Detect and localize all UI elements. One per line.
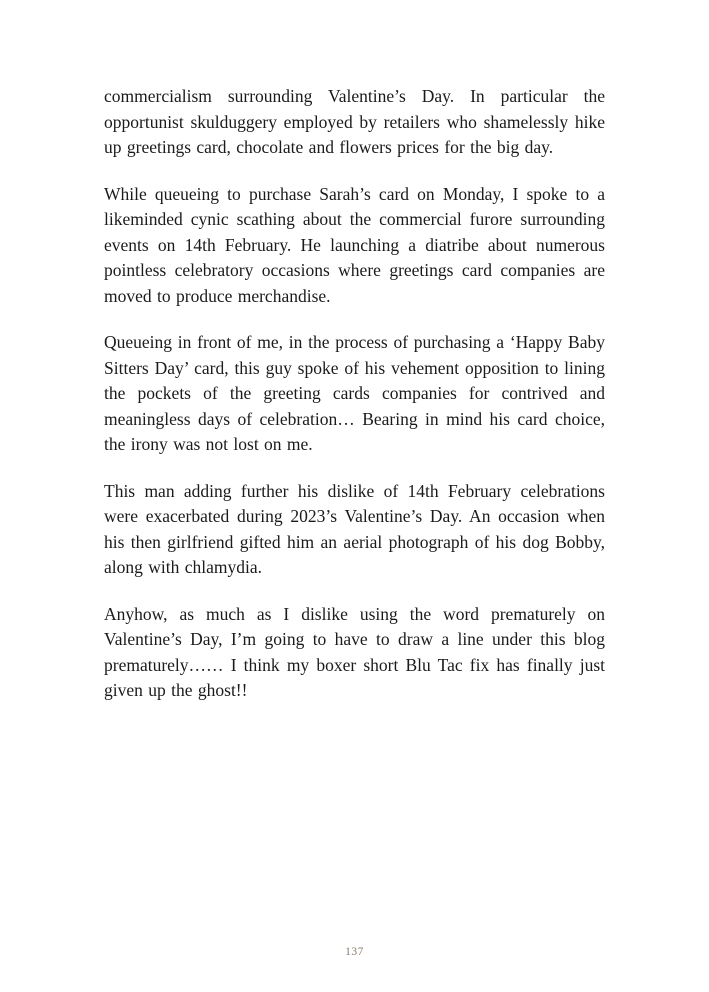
page-body-text (104, 84, 605, 704)
paragraph: This man adding further his dislike of 14th February celebrations were exacerbated during 2023’s Valentine’s Day. An occasion when his then girlfriend gifted him an aerial photograph of his dog Bobby, along with chlamydia. (104, 480, 605, 577)
paragraph: commercialism surrounding Valentine’s Day. In particular the opportunist skulduggery employed by retailers who shamelessly hike up greetings card, chocolate and flowers prices for the big day. (104, 86, 605, 157)
paragraph: Queueing in front of me, in the process of purchasing a ‘Happy Baby Sitters Day’ card, this guy spoke of his vehement opposition to lining the pockets of the greeting cards companies for contrived and meaningless days of celebration… Bearing in mind his card choice, the irony was not lost on me. (104, 332, 605, 454)
page-number: 137 (345, 946, 364, 958)
paragraph: While queueing to purchase Sarah’s card on Monday, I spoke to a likeminded cynic scathing about the commercial furore surrounding events on 14th February. He launching a diatribe about numerous pointless celebratory occasions where greetings card companies are moved to produce merchandise. (104, 183, 605, 306)
paragraph: Anyhow, as much as I dislike using the word prematurely on Valentine’s Day, I’m going to have to draw a line under this blog prematurely…… I think my boxer short Blu Tac fix has finally just given up the ghost!! (104, 603, 605, 700)
